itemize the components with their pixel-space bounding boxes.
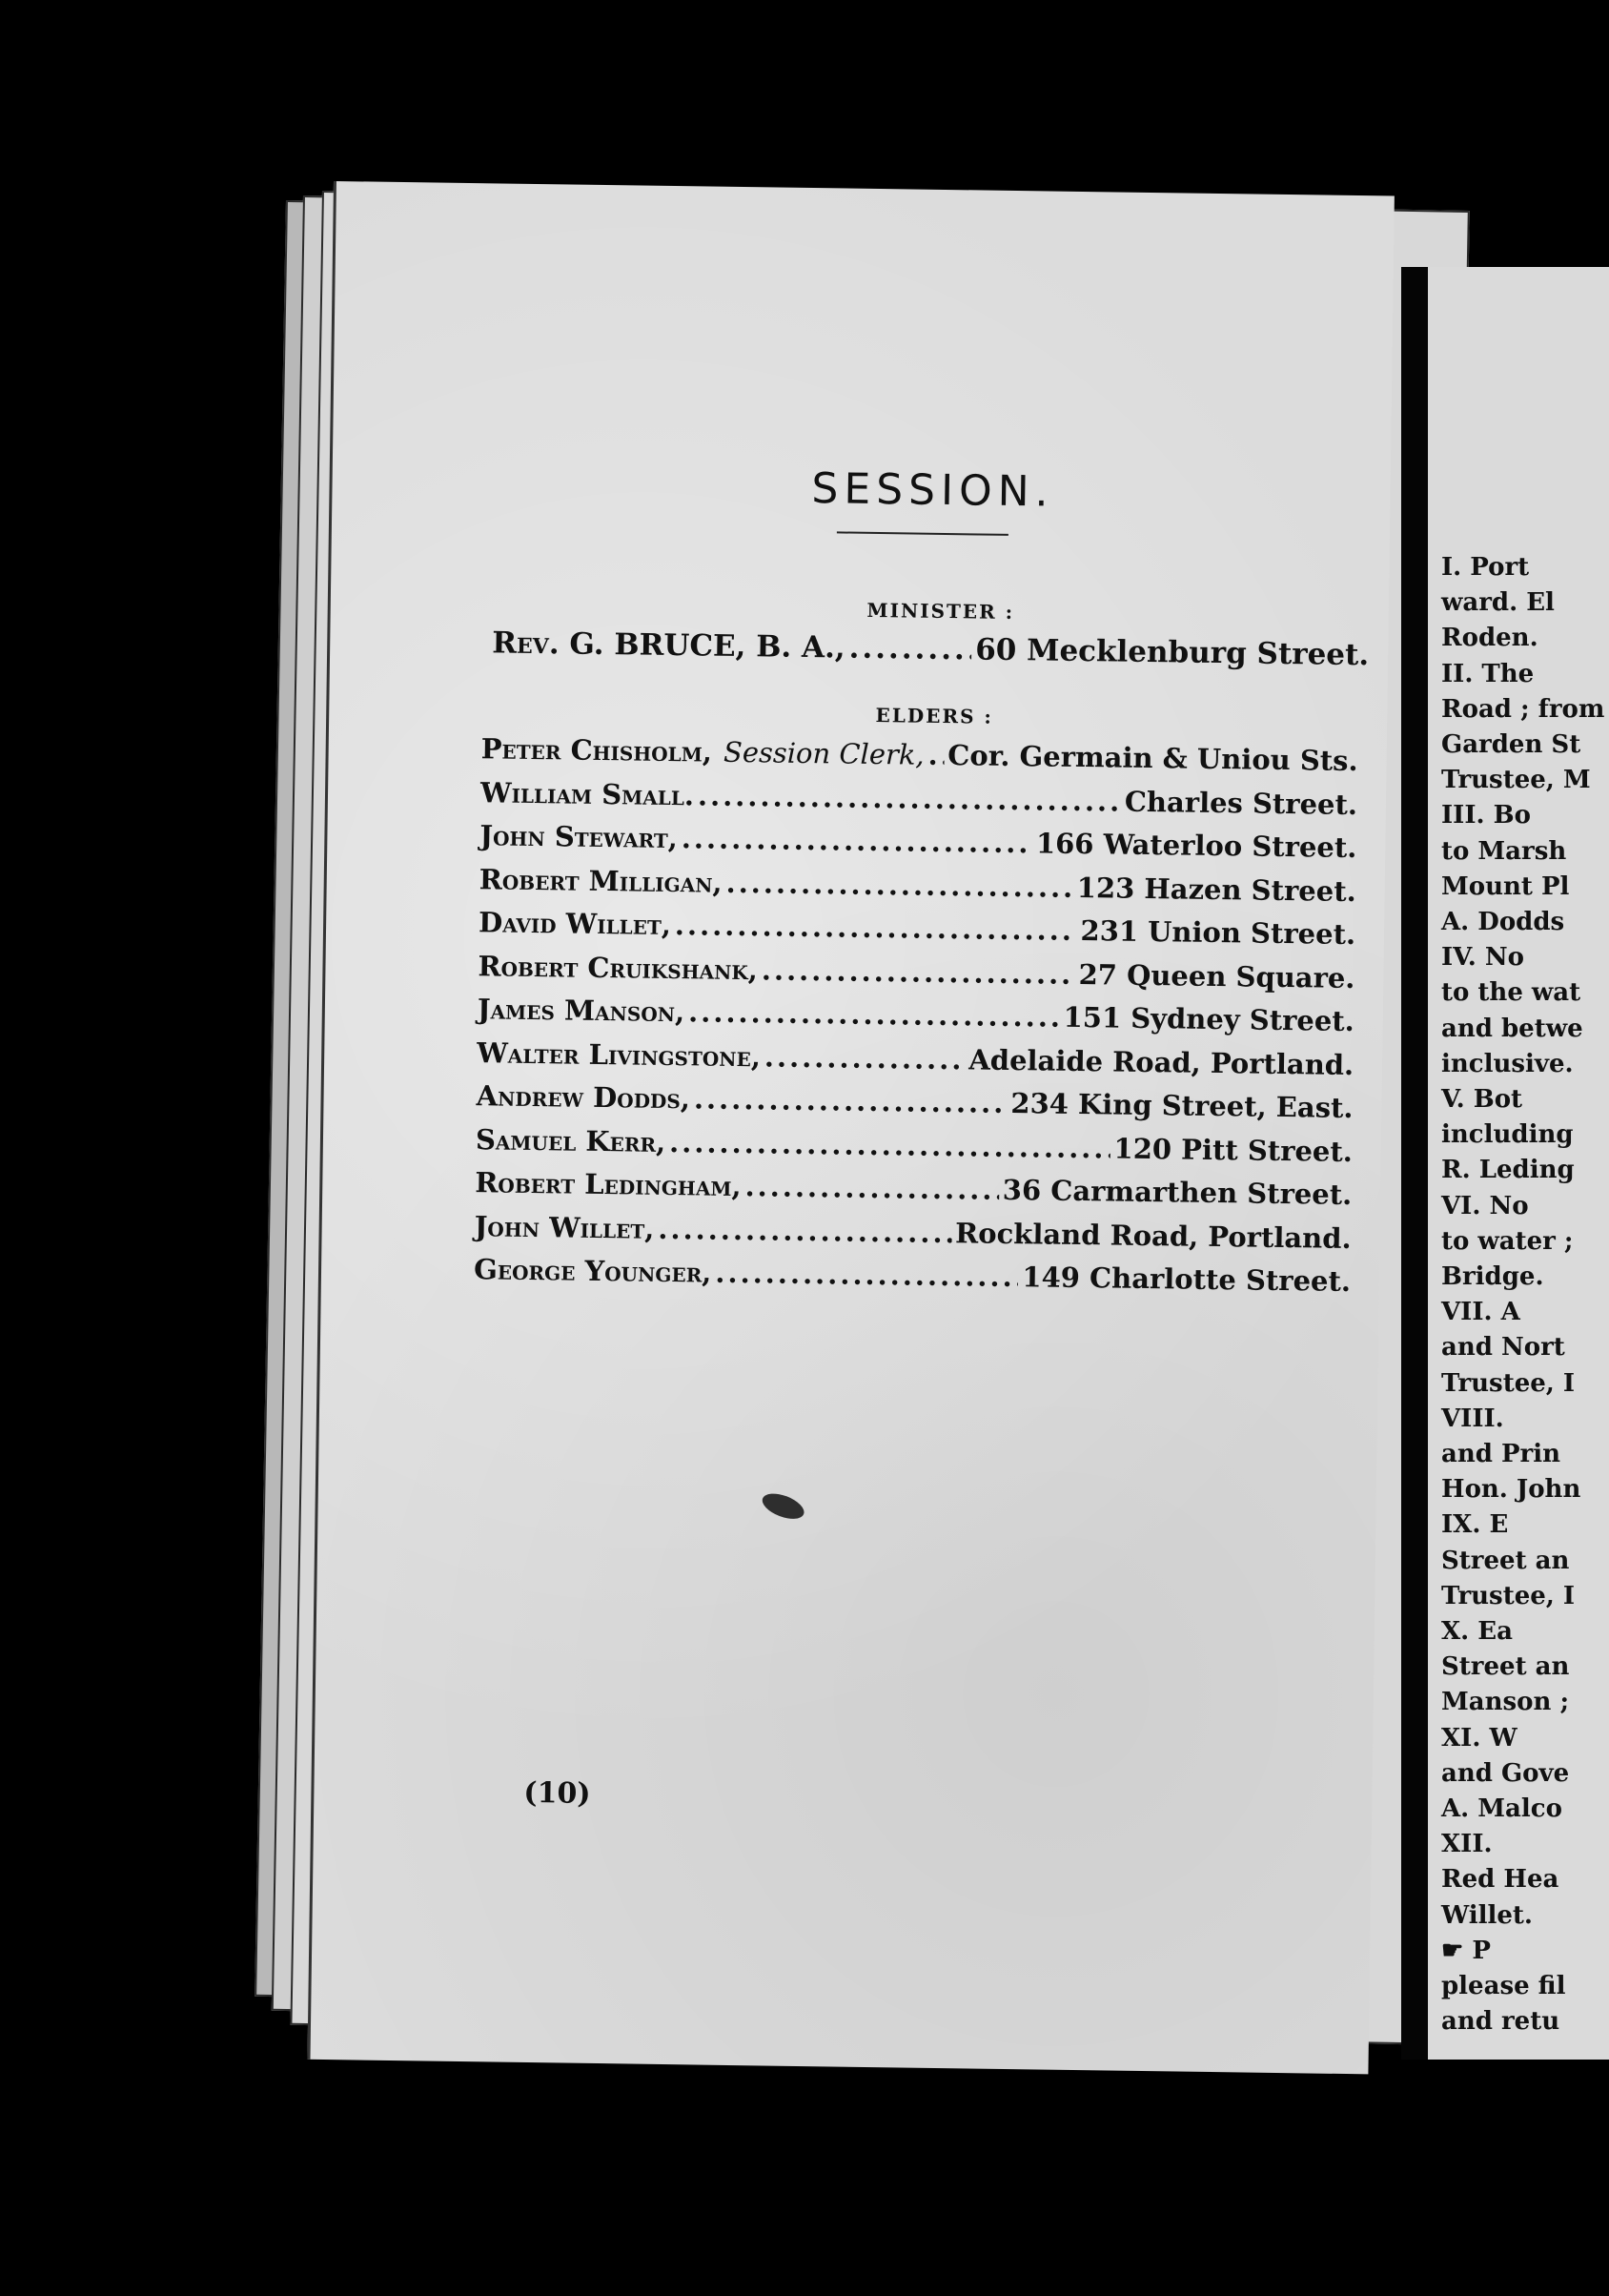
facing-page-line: IX. E xyxy=(1441,1510,1509,1540)
elder-name: John Stewart, xyxy=(479,819,679,855)
facing-page-line: III. Bo xyxy=(1441,801,1531,830)
elder-name: Robert Milligan, xyxy=(479,862,723,899)
minister-heading: MINISTER : xyxy=(866,598,1015,625)
title-rule xyxy=(837,531,1008,536)
facing-page-line: A. Malco xyxy=(1441,1794,1562,1823)
elder-name: James Manson, xyxy=(477,993,685,1029)
facing-page-line: IV. No xyxy=(1441,943,1525,973)
elder-name: John Willet, xyxy=(474,1209,655,1245)
facing-page-line: Trustee, I xyxy=(1441,1581,1576,1610)
facing-page-line: A. Dodds xyxy=(1441,908,1565,936)
facing-page-line: including xyxy=(1441,1120,1574,1150)
facing-page-line: X. Ea xyxy=(1441,1617,1513,1646)
facing-page-line: Street an xyxy=(1441,1546,1570,1575)
facing-page-line: Bridge. xyxy=(1441,1262,1544,1291)
facing-page-line: Roden. xyxy=(1441,624,1538,653)
facing-page-line: Road ; from xyxy=(1441,694,1605,724)
leader-dots xyxy=(669,1126,1110,1164)
elder-name: Samuel Kerr, xyxy=(475,1122,666,1158)
facing-page-line: Hon. John xyxy=(1441,1475,1581,1505)
page-number: (10) xyxy=(523,1775,591,1811)
facing-page-line: Mount Pl xyxy=(1441,871,1570,901)
elder-address: Cor. Germain & Uniou Sts. xyxy=(947,739,1358,778)
facing-page-line: V. Bot xyxy=(1441,1085,1523,1114)
elder-address: 36 Carmarthen Street. xyxy=(1002,1173,1353,1212)
leader-dots xyxy=(682,822,1033,859)
elder-address: 166 Waterloo Street. xyxy=(1035,827,1357,865)
elder-address: 151 Sydney Street. xyxy=(1063,1000,1355,1038)
facing-page-line: ward. El xyxy=(1441,588,1555,618)
elder-address: 149 Charlotte Street. xyxy=(1022,1261,1352,1299)
facing-page-line: and Prin xyxy=(1441,1440,1561,1468)
leader-dots xyxy=(744,1170,999,1206)
elder-name: Walter Livingstone, xyxy=(477,1035,762,1073)
facing-page-line: Trustee, M xyxy=(1441,766,1591,795)
minister-name: Rev. G. BRUCE, B. A., xyxy=(492,625,845,666)
facing-page-line: R. Leding xyxy=(1441,1156,1575,1185)
book-page xyxy=(307,181,1394,2074)
elder-address: Charles Street. xyxy=(1124,785,1358,821)
facing-page-line: and betwe xyxy=(1441,1014,1583,1043)
elder-name: George Younger, xyxy=(473,1253,712,1289)
elder-name: Robert Cruikshank, xyxy=(478,949,759,986)
elder-name: David Willet, xyxy=(478,906,672,942)
facing-page-line: II. The xyxy=(1441,659,1535,688)
facing-page-line: Red Hea xyxy=(1441,1865,1559,1895)
elder-role: Session Clerk, xyxy=(723,735,925,771)
facing-page-line: please fil xyxy=(1441,1972,1566,2000)
facing-page-line: Garden St xyxy=(1441,730,1581,759)
facing-page-line: and Gove xyxy=(1441,1758,1570,1788)
elder-name: Peter Chisholm, xyxy=(480,732,713,769)
facing-page-line: I. Port xyxy=(1441,553,1530,582)
ink-blot xyxy=(759,1488,807,1524)
elder-address: 231 Union Street. xyxy=(1080,914,1356,952)
leader-dots xyxy=(764,1040,966,1076)
facing-page-line: to the wat xyxy=(1441,978,1581,1008)
elder-name: Andrew Dodds, xyxy=(476,1079,691,1116)
facing-page-line: inclusive. xyxy=(1441,1049,1574,1078)
facing-page xyxy=(1428,267,1609,2060)
facing-page-line: ☛ P xyxy=(1441,1936,1491,1965)
leader-dots xyxy=(694,1082,1008,1119)
leader-dots xyxy=(698,779,1121,817)
facing-page-line: and retu xyxy=(1441,2007,1560,2037)
leader-dots xyxy=(927,739,944,771)
facing-page-line: Trustee, I xyxy=(1441,1368,1576,1398)
leader-dots xyxy=(658,1212,951,1248)
elder-address: 123 Hazen Street. xyxy=(1076,871,1356,908)
elder-address: 27 Queen Square. xyxy=(1078,957,1355,994)
minister-row xyxy=(492,625,1370,680)
leader-dots xyxy=(715,1257,1018,1293)
minister-address: 60 Mecklenburg Street. xyxy=(974,632,1370,673)
facing-page-line: and Nort xyxy=(1441,1333,1565,1363)
facing-page-line: Manson ; xyxy=(1441,1688,1570,1717)
facing-page-line: to Marsh xyxy=(1441,836,1567,866)
elder-address: Rockland Road, Portland. xyxy=(954,1216,1352,1255)
facing-page-line: VIII. xyxy=(1441,1404,1504,1433)
leader-dots xyxy=(725,866,1073,903)
elder-address: 234 King Street, East. xyxy=(1010,1087,1354,1125)
leader-dots xyxy=(688,995,1060,1033)
facing-page-line: Street an xyxy=(1441,1652,1570,1682)
elder-address: 120 Pitt Street. xyxy=(1113,1132,1354,1168)
leader-dots xyxy=(848,631,971,667)
facing-page-line: Willet. xyxy=(1441,1900,1533,1930)
elders-heading: ELDERS : xyxy=(875,703,994,728)
facing-page-line: to water ; xyxy=(1441,1226,1574,1256)
facing-page-line: XII. xyxy=(1441,1830,1493,1859)
page-title: SESSION. xyxy=(811,464,1054,517)
leader-dots xyxy=(675,909,1077,947)
elder-name: William Small. xyxy=(479,775,695,811)
leader-dots xyxy=(762,953,1075,991)
facing-page-line: VI. No xyxy=(1441,1191,1529,1220)
book-gutter xyxy=(1401,267,1428,2060)
facing-page-line: XI. W xyxy=(1441,1723,1517,1753)
facing-page-line: VII. A xyxy=(1441,1298,1520,1327)
elder-name: Robert Ledingham, xyxy=(475,1166,742,1203)
elder-address: Adelaide Road, Portland. xyxy=(968,1042,1354,1081)
